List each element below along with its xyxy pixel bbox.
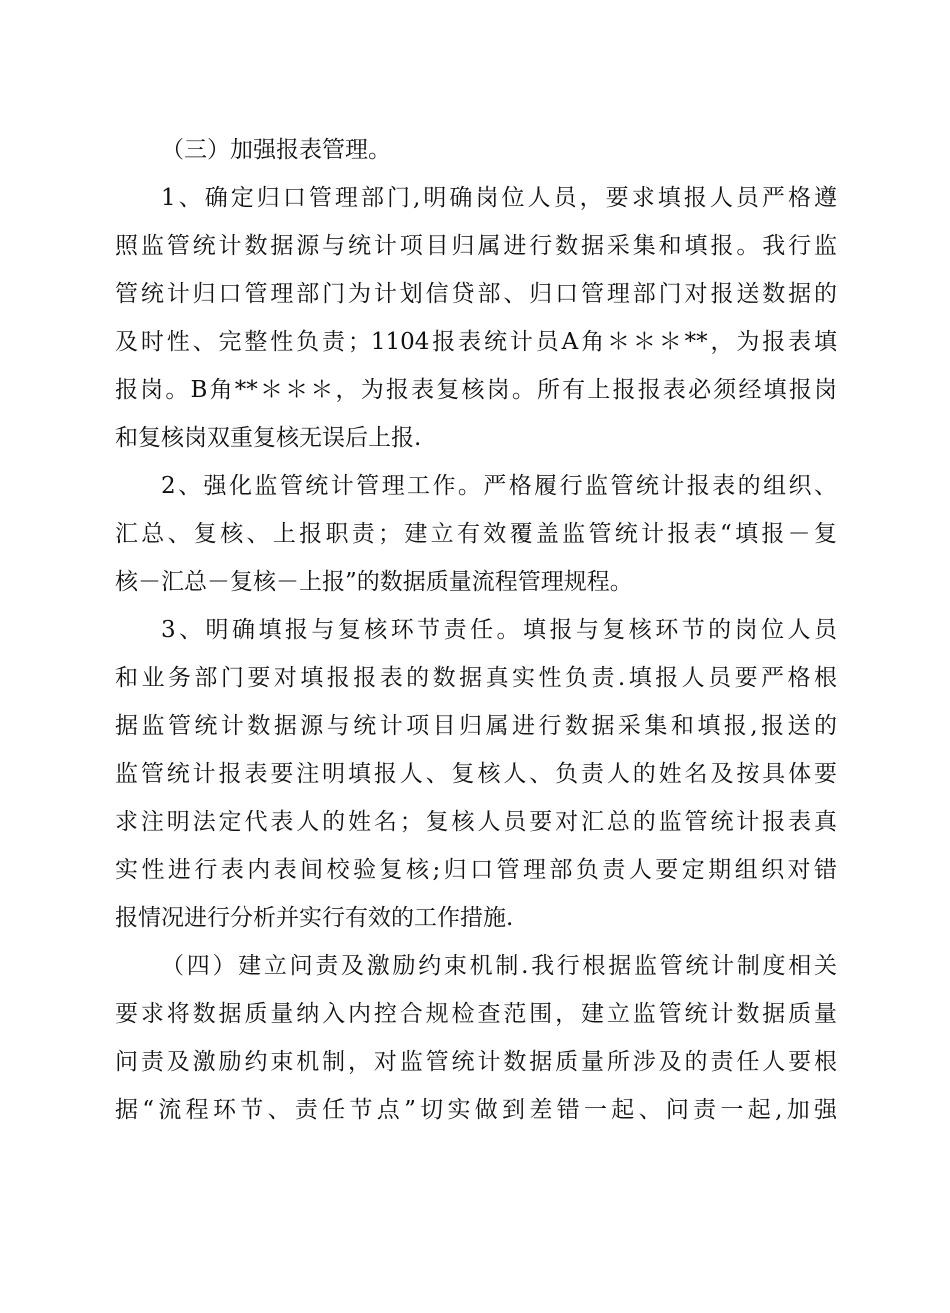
paragraph-line: 3、明确填报与复核环节责任。填报与复核环节的岗位人员 bbox=[161, 617, 837, 643]
paragraph-line: 和业务部门要对填报报表的数据真实性负责.填报人员要严格根 bbox=[115, 665, 837, 691]
paragraph-line: 据监管统计数据源与统计项目归属进行数据采集和填报,报送的 bbox=[115, 713, 837, 739]
paragraph-line: 报岗。B角**＊＊＊，为报表复核岗。所有上报报表必须经填报岗 bbox=[115, 377, 837, 403]
document-body bbox=[115, 126, 837, 1134]
paragraph-line: 问责及激励约束机制，对监管统计数据质量所涉及的责任人要根 bbox=[115, 1049, 837, 1075]
paragraph-line: 和复核岗双重复核无误后上报. bbox=[115, 425, 422, 451]
paragraph-line: 报情况进行分析并实行有效的工作措施. bbox=[115, 905, 514, 931]
paragraph-line: 要求将数据质量纳入内控合规检查范围，建立监管统计数据质量 bbox=[115, 1001, 837, 1027]
paragraph-line: 及时性、完整性负责；1104报表统计员A角＊＊＊**，为报表填 bbox=[115, 329, 837, 355]
paragraph-line: 实性进行表内表间校验复核;归口管理部负责人要定期组织对错 bbox=[115, 857, 837, 883]
paragraph-line: 监管统计报表要注明填报人、复核人、负责人的姓名及按具体要 bbox=[115, 761, 837, 787]
paragraph-line: 核－汇总－复核－上报”的数据质量流程管理规程。 bbox=[115, 569, 633, 595]
paragraph-line: 照监管统计数据源与统计项目归属进行数据采集和填报。我行监 bbox=[115, 233, 837, 259]
paragraph-line: 求注明法定代表人的姓名；复核人员要对汇总的监管统计报表真 bbox=[115, 809, 837, 835]
paragraph-line: 据“流程环节、责任节点”切实做到差错一起、问责一起,加强 bbox=[115, 1097, 837, 1123]
heading-section-4: （四）建立问责及激励约束机制.我行根据监管统计制度相关 bbox=[161, 953, 837, 979]
paragraph-line: 管统计归口管理部门为计划信贷部、归口管理部门对报送数据的 bbox=[115, 281, 837, 307]
paragraph-line: 2、强化监管统计管理工作。严格履行监管统计报表的组织、 bbox=[161, 473, 837, 499]
paragraph-line: 汇总、复核、上报职责；建立有效覆盖监管统计报表“填报－复 bbox=[115, 521, 837, 547]
heading-section-3: （三）加强报表管理。 bbox=[161, 137, 391, 163]
paragraph-line: 1、确定归口管理部门,明确岗位人员，要求填报人员严格遵 bbox=[161, 185, 837, 211]
